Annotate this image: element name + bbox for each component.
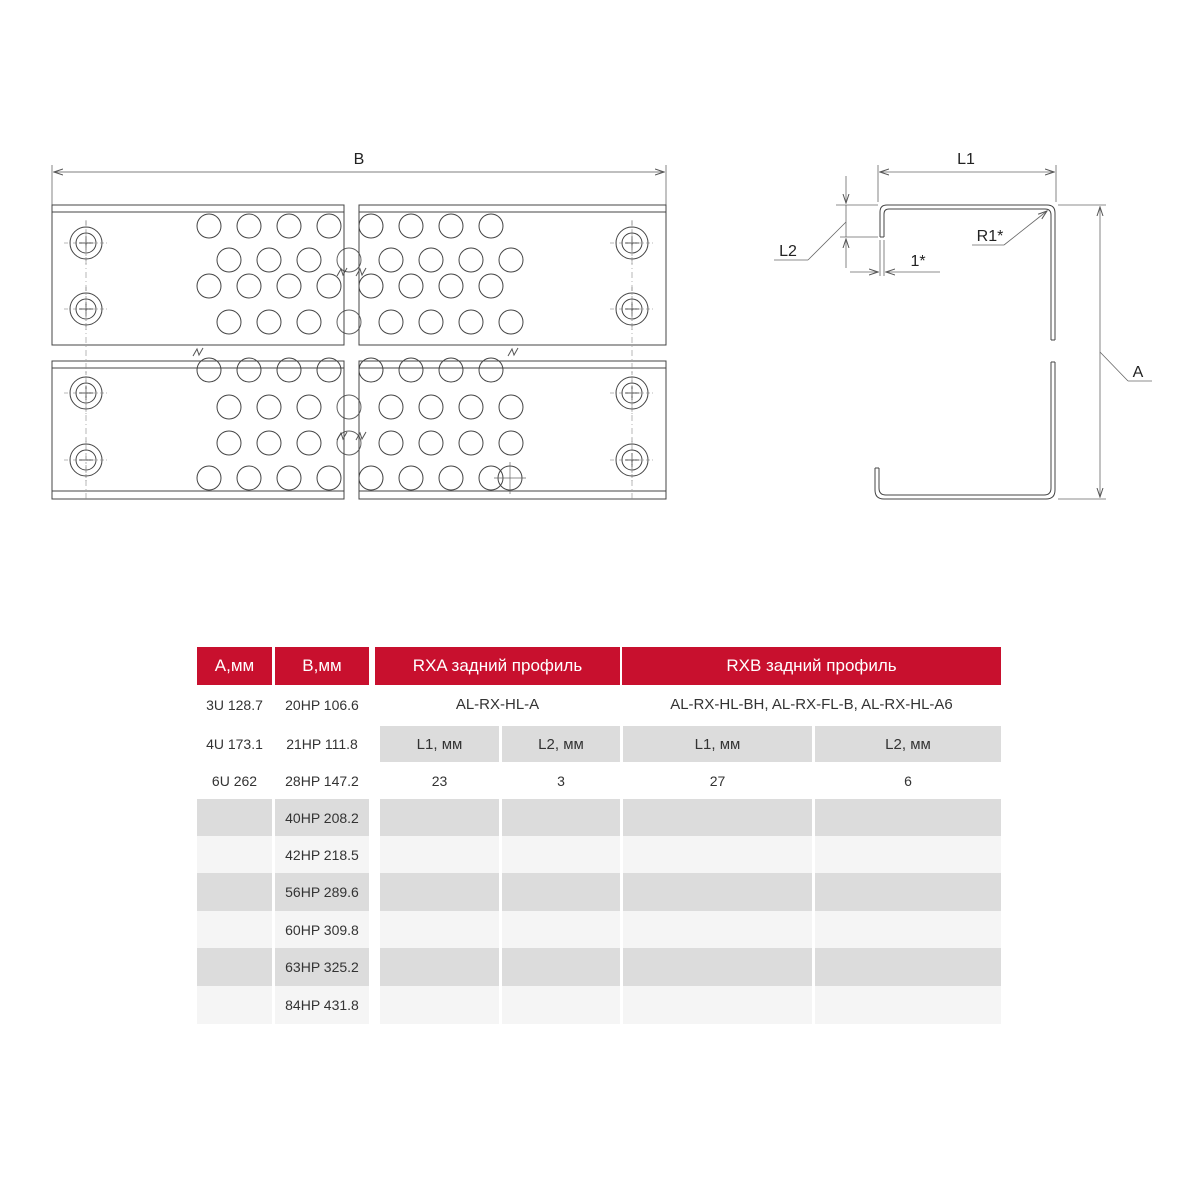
- table-cell-bg: [815, 836, 1001, 873]
- table-cell-bg: [815, 799, 1001, 836]
- dim-thickness-label: 1*: [910, 253, 926, 270]
- b-value: 40HP 208.2: [285, 809, 359, 826]
- perforation-hole: [479, 274, 503, 298]
- b-value: 56HP 289.6: [285, 884, 359, 900]
- perforation-hole: [359, 214, 383, 238]
- table-cell-bg: [197, 986, 272, 1024]
- perforation-hole: [257, 431, 281, 455]
- table-cell-bg: [380, 799, 499, 836]
- table-cell-bg: [502, 911, 620, 948]
- table-cell-bg: [502, 948, 620, 986]
- perforation-hole: [237, 274, 261, 298]
- perforation-hole: [499, 310, 523, 334]
- dim-R1-label: R1*: [976, 228, 1004, 245]
- perforation-hole: [459, 395, 483, 419]
- rxa-l1-header: L1, мм: [380, 726, 499, 762]
- rxb-l1-header: L1, мм: [623, 726, 812, 762]
- perforation-hole: [237, 358, 261, 382]
- perforation-hole: [379, 395, 403, 419]
- perforation-hole: [257, 310, 281, 334]
- perforation-hole: [359, 466, 383, 490]
- perforation-hole: [217, 310, 241, 334]
- perforation-hole: [297, 395, 321, 419]
- perforation-hole: [359, 274, 383, 298]
- perforation-hole: [217, 248, 241, 272]
- side-profile: [774, 165, 1152, 499]
- perforation-hole: [459, 310, 483, 334]
- table-cell-bg: [502, 836, 620, 873]
- table-cell-bg: [623, 911, 812, 948]
- table-cell-bg: [502, 986, 620, 1024]
- dim-L2-label: L2: [779, 243, 797, 260]
- perforation-hole: [277, 466, 301, 490]
- perforation-hole: [237, 466, 261, 490]
- rxb-l2-header: L2, мм: [815, 726, 1001, 762]
- perforation-hole: [277, 358, 301, 382]
- perforation-hole: [197, 466, 221, 490]
- dim-L1-label: L1: [957, 151, 975, 168]
- header-b: B,мм: [275, 647, 369, 685]
- table-cell-bg: [815, 986, 1001, 1024]
- perforation-hole: [337, 431, 361, 455]
- perforation-hole: [317, 214, 341, 238]
- perforation-hole: [359, 358, 383, 382]
- perforation-hole: [419, 431, 443, 455]
- table-cell-bg: [815, 948, 1001, 986]
- perforation-hole: [479, 358, 503, 382]
- perforation-hole: [277, 274, 301, 298]
- b-value: 63HP 325.2: [285, 959, 359, 975]
- table-cell-bg: [623, 986, 812, 1024]
- table-cell-bg: [380, 948, 499, 986]
- perforation-hole: [399, 358, 423, 382]
- b-value: 84HP 431.8: [285, 997, 359, 1013]
- table-cell-bg: [380, 873, 499, 911]
- table-cell-bg: [623, 873, 812, 911]
- b-value: 28HP 147.2: [285, 773, 359, 789]
- rxa-l2-header: L2, мм: [502, 726, 620, 762]
- perforation-holes: [197, 214, 523, 490]
- dim-B-label: B: [353, 151, 365, 168]
- perforation-hole: [277, 214, 301, 238]
- rxb-l2-value: 6: [904, 773, 912, 789]
- perforation-hole: [337, 248, 361, 272]
- perforation-hole: [399, 466, 423, 490]
- table-cell-bg: [502, 799, 620, 836]
- perforation-hole: [297, 248, 321, 272]
- table-cell-bg: [623, 836, 812, 873]
- perforation-hole: [499, 395, 523, 419]
- perforation-hole: [379, 431, 403, 455]
- perforation-hole: [317, 466, 341, 490]
- table-cell-bg: [197, 948, 272, 986]
- table-cell-bg: [815, 873, 1001, 911]
- perforation-hole: [297, 431, 321, 455]
- table-cell-bg: [380, 986, 499, 1024]
- rxb-l1-value: 27: [709, 773, 726, 789]
- perforation-hole: [257, 395, 281, 419]
- perforation-hole: [379, 310, 403, 334]
- perforation-hole: [439, 274, 463, 298]
- perforation-hole: [197, 214, 221, 238]
- perforation-hole: [479, 214, 503, 238]
- rxa-l2-value: 3: [557, 773, 565, 789]
- upper-right-panel: [359, 205, 666, 345]
- perforation-hole: [419, 248, 443, 272]
- perforation-hole: [317, 358, 341, 382]
- b-value: 20HP 106.6: [285, 697, 359, 713]
- table-cell-bg: [380, 836, 499, 873]
- dim-A-label: A: [1132, 364, 1144, 381]
- table-cell-bg: [380, 911, 499, 948]
- dim-A: [1058, 205, 1152, 499]
- perforation-hole: [317, 274, 341, 298]
- profile-outline: [875, 205, 1055, 499]
- rxb-parts: AL-RX-HL-BH, AL-RX-FL-B, AL-RX-HL-A6: [670, 695, 953, 713]
- upper-left-panel: [52, 205, 344, 345]
- perforation-hole: [197, 274, 221, 298]
- perforation-hole: [217, 395, 241, 419]
- table-cell-bg: [623, 948, 812, 986]
- perforation-hole: [399, 274, 423, 298]
- table-cell-bg: [197, 836, 272, 873]
- spec-table: [197, 647, 1001, 1025]
- a-value: 4U 173.1: [206, 736, 263, 752]
- perforation-hole: [439, 466, 463, 490]
- perforation-hole: [499, 248, 523, 272]
- perforation-hole: [379, 248, 403, 272]
- perforation-hole: [459, 248, 483, 272]
- table-cell-bg: [623, 799, 812, 836]
- perforation-hole: [419, 310, 443, 334]
- perforation-hole: [399, 214, 423, 238]
- rxa-part: AL-RX-HL-A: [455, 695, 540, 713]
- lower-left-panel: [52, 361, 344, 499]
- perforation-hole: [337, 395, 361, 419]
- a-value: 6U 262: [211, 773, 258, 789]
- perforation-hole: [297, 310, 321, 334]
- marker-hole-icon: [494, 462, 526, 494]
- header-a: A,мм: [197, 647, 272, 685]
- a-value: 3U 128.7: [206, 697, 263, 713]
- dim-thickness: [850, 240, 940, 276]
- table-cell-bg: [197, 799, 272, 836]
- table-cell-bg: [197, 873, 272, 911]
- perforation-hole: [197, 358, 221, 382]
- b-value: 60HP 309.8: [285, 921, 359, 938]
- perforation-hole: [499, 431, 523, 455]
- b-value: 21HP 111.8: [286, 736, 358, 752]
- perforation-hole: [419, 395, 443, 419]
- perforation-hole: [237, 214, 261, 238]
- b-value: 42HP 218.5: [285, 846, 359, 863]
- break-marks: [193, 268, 518, 440]
- rxa-l1-value: 23: [431, 773, 448, 789]
- table-cell-bg: [197, 911, 272, 948]
- perforation-hole: [257, 248, 281, 272]
- perforation-hole: [439, 214, 463, 238]
- dim-L1: [878, 165, 1056, 202]
- perforation-hole: [217, 431, 241, 455]
- table-cell-bg: [815, 911, 1001, 948]
- perforation-hole: [439, 358, 463, 382]
- header-rxa: RXA задний профиль: [375, 647, 620, 685]
- header-rxb: RXB задний профиль: [622, 647, 1001, 685]
- perforation-hole: [459, 431, 483, 455]
- table-cell-bg: [502, 873, 620, 911]
- front-view: [52, 165, 666, 500]
- perforation-hole: [337, 310, 361, 334]
